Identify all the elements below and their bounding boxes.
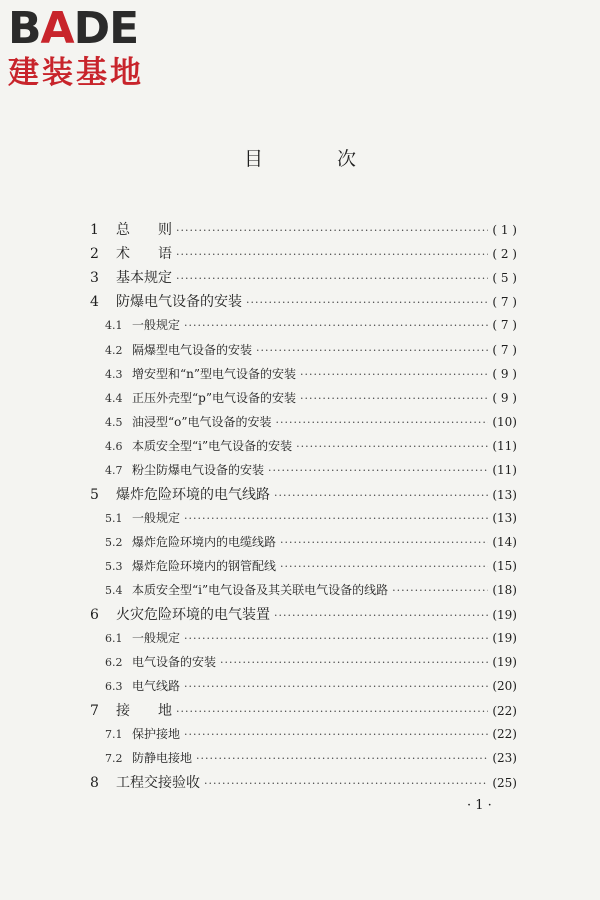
leader-dots	[256, 344, 488, 357]
toc-entry-3[interactable]	[90, 267, 517, 289]
toc-entry-4-4[interactable]	[105, 389, 517, 411]
toc-page: ( 2 )	[492, 247, 517, 261]
toc-number: 6.2	[105, 656, 123, 669]
toc-label: 防爆电气设备的安装	[116, 294, 242, 310]
toc-page: (15)	[492, 559, 517, 573]
page-title: 目 次	[243, 148, 391, 170]
toc-label: 粉尘防爆电气设备的安装	[132, 463, 265, 477]
leader-dots	[274, 609, 488, 622]
toc-number: 6.3	[105, 680, 123, 693]
toc-number: 4.1	[105, 319, 123, 332]
toc-number: 5.3	[105, 560, 123, 573]
toc-number: 8	[90, 775, 99, 791]
toc-entry-7-1[interactable]	[105, 725, 517, 747]
leader-dots	[176, 705, 488, 718]
toc-number: 4.3	[105, 368, 123, 381]
toc-label: 本质安全型“i”电气设备及其关联电气设备的线路	[132, 583, 389, 597]
toc-label: 本质安全型“i”电气设备的安装	[132, 439, 293, 453]
logo-letters-de: DE	[73, 3, 139, 54]
toc-number: 6	[90, 607, 99, 623]
toc-label: 一般规定	[132, 631, 181, 645]
toc-page: (23)	[492, 751, 517, 765]
toc-label: 接 地	[116, 703, 172, 719]
toc-label: 保护接地	[132, 727, 181, 741]
toc-entry-8[interactable]	[90, 772, 517, 794]
toc-entry-2[interactable]	[90, 243, 517, 265]
toc-entry-6-3[interactable]	[105, 677, 517, 699]
leader-dots	[276, 416, 489, 429]
leader-dots	[280, 560, 488, 573]
toc-entry-5-1[interactable]	[105, 509, 517, 531]
toc-label: 基本规定	[116, 270, 172, 286]
toc-number: 4.4	[105, 392, 123, 405]
toc-entry-4-2[interactable]	[105, 341, 517, 363]
toc-entry-4-1[interactable]	[105, 316, 517, 338]
toc-number: 7.1	[105, 728, 123, 741]
toc-page: (22)	[492, 704, 517, 718]
toc-entry-4[interactable]	[90, 291, 517, 313]
leader-dots	[220, 656, 488, 669]
leader-dots	[184, 680, 488, 693]
toc-page: (14)	[492, 535, 517, 549]
toc-page: ( 7 )	[492, 343, 517, 357]
toc-number: 2	[90, 246, 99, 262]
leader-dots	[246, 296, 488, 309]
toc-number: 6.1	[105, 632, 123, 645]
toc-entry-7[interactable]	[90, 700, 517, 722]
toc-entry-1[interactable]	[90, 219, 517, 241]
leader-dots	[184, 512, 488, 525]
toc-page: (11)	[492, 463, 517, 477]
leader-dots	[268, 464, 488, 477]
toc-number: 7.2	[105, 752, 123, 765]
leader-dots	[184, 728, 488, 741]
toc-page: (13)	[492, 511, 517, 525]
toc-entry-4-5[interactable]	[105, 413, 517, 435]
toc-entry-5[interactable]	[90, 484, 517, 506]
toc-page: (19)	[492, 655, 517, 669]
toc-page: ( 7 )	[492, 295, 517, 309]
leader-dots	[280, 536, 488, 549]
toc-entry-7-2[interactable]	[105, 749, 517, 771]
leader-dots	[184, 632, 488, 645]
toc-label: 爆炸危险环境的电气线路	[116, 487, 270, 503]
toc-entry-6-2[interactable]	[105, 653, 517, 675]
logo-subtitle: 建装基地	[8, 55, 144, 91]
toc-number: 4.5	[105, 416, 123, 429]
toc-number: 5.2	[105, 536, 123, 549]
toc-label: 工程交接验收	[116, 775, 200, 791]
leader-dots	[196, 752, 488, 765]
toc-entry-5-2[interactable]	[105, 533, 517, 555]
toc-page: (11)	[492, 439, 517, 453]
toc-number: 7	[90, 703, 99, 719]
toc-number: 5	[90, 487, 99, 503]
toc-label: 一般规定	[132, 318, 181, 332]
toc-page: (10)	[492, 415, 517, 429]
toc-label: 总 则	[116, 222, 172, 238]
toc-page: (13)	[492, 488, 517, 502]
toc-entry-5-3[interactable]	[105, 557, 517, 579]
toc-entry-6-1[interactable]	[105, 629, 517, 651]
leader-dots	[274, 489, 488, 502]
toc-number: 3	[90, 270, 99, 286]
toc-page: ( 9 )	[492, 367, 517, 381]
toc-number: 5.4	[105, 584, 123, 597]
logo-letter-a: A	[40, 3, 74, 54]
toc-label: 一般规定	[132, 511, 181, 525]
toc-label: 火灾危险环境的电气装置	[116, 607, 270, 623]
toc-label: 爆炸危险环境内的电缆线路	[132, 535, 277, 549]
toc-entry-5-4[interactable]	[105, 581, 517, 603]
toc-label: 油浸型“o”电气设备的安装	[132, 415, 272, 429]
page-number: · 1 ·	[467, 798, 492, 813]
leader-dots	[300, 392, 488, 405]
leader-dots	[300, 368, 488, 381]
leader-dots	[184, 319, 488, 332]
toc-label: 电气线路	[132, 679, 181, 693]
toc-page: ( 5 )	[492, 271, 517, 285]
toc-label: 防静电接地	[132, 751, 193, 765]
leader-dots	[392, 584, 488, 597]
toc-entry-4-7[interactable]	[105, 461, 517, 483]
toc-entry-6[interactable]	[90, 604, 517, 626]
toc-page: (25)	[492, 776, 517, 790]
toc-number: 4.6	[105, 440, 123, 453]
toc-page: (18)	[492, 583, 517, 597]
toc-label: 爆炸危险环境内的钢管配线	[132, 559, 277, 573]
logo-letter-b: B	[8, 3, 41, 54]
leader-dots	[176, 248, 488, 261]
toc-number: 4.2	[105, 344, 123, 357]
toc-page: (19)	[492, 631, 517, 645]
toc-label: 增安型和“n”型电气设备的安装	[132, 367, 296, 381]
toc-page: (19)	[492, 608, 517, 622]
toc-label: 电气设备的安装	[132, 655, 217, 669]
toc-number: 4	[90, 294, 99, 310]
toc-page: ( 1 )	[492, 223, 517, 237]
toc-number: 5.1	[105, 512, 123, 525]
leader-dots	[204, 777, 488, 790]
toc-entry-4-6[interactable]	[105, 437, 517, 459]
toc-label: 正压外壳型“p”电气设备的安装	[132, 391, 296, 405]
toc-page: (22)	[492, 727, 517, 741]
leader-dots	[176, 272, 488, 285]
leader-dots	[296, 440, 488, 453]
toc-page: (20)	[492, 679, 517, 693]
toc-page: ( 7 )	[492, 318, 517, 332]
toc-page: ( 9 )	[492, 391, 517, 405]
toc-number: 1	[90, 222, 99, 238]
toc-entry-4-3[interactable]	[105, 365, 517, 387]
toc-label: 术 语	[116, 246, 172, 262]
toc-number: 4.7	[105, 464, 123, 477]
toc-label: 隔爆型电气设备的安装	[132, 343, 253, 357]
leader-dots	[176, 224, 488, 237]
